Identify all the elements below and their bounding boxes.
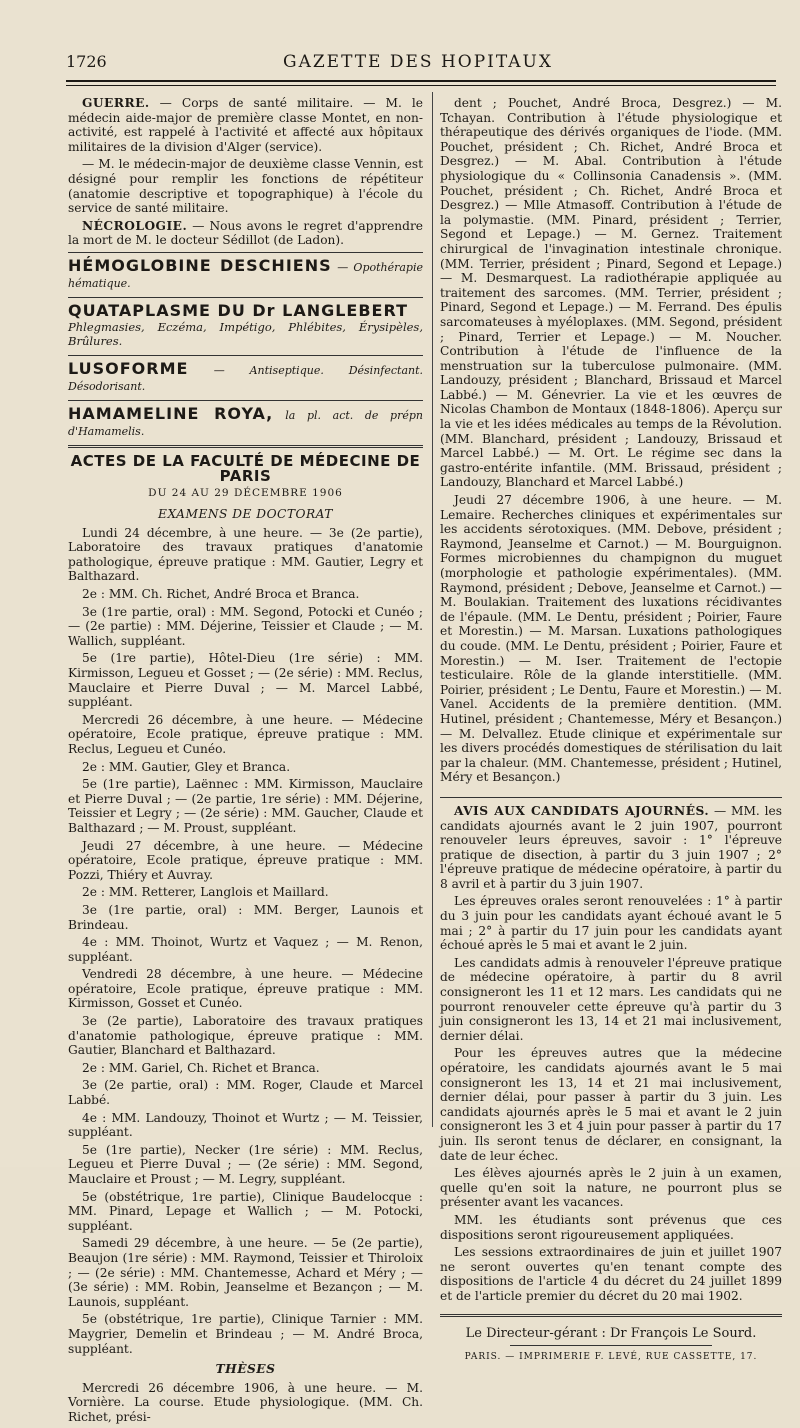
exam-paragraph: Lundi 24 décembre, à une heure. — 3e (2e partie), Laboratoire des travaux pratiques d'anatomie pathologique, épreuve pratique : MM. Gautier, Legry et Balthazard. <box>68 525 423 584</box>
page-number: 1726 <box>66 52 107 71</box>
ad-quataplasme-desc: Phlegmasies, Eczéma, Impétigo, Phlébites, Érysipèles, Brûlures. <box>68 319 423 349</box>
exam-paragraph: Mercredi 26 décembre, à une heure. — Médecine opératoire, Ecole pratique, épreuve pratique : MM. Reclus, Legueu et Cunéo. <box>68 712 423 756</box>
theses-paragraph: Mercredi 26 décembre 1906, à une heure. — M. Vornière. La course. Etude physiologique. (MM. Ch. Richet, prési- <box>68 1380 423 1424</box>
avis-text: — MM. les candidats ajournés avant le 2 juin 1907, pourront renouveler leurs épreuves, savoir : 1° l'épreuve pratique de disection, à partir du 3 juin 1907 ; 2° l'épreuve pratique de médecine opératoire, à partir du 8 avril et à partir du 3 juin 1907. <box>440 803 783 891</box>
exam-paragraph: 5e (1re partie), Laënnec : MM. Kirmisson, Mauclaire et Pierre Duval ; — (2e partie, 1re série) : MM. Déjerine, Teissier et Legry ; — (2e série) : MM. Gaucher, Claude et Balthazard ; — M. Proust, suppléant. <box>68 777 423 835</box>
ad-hemoglobine-name: HÉMOGLOBINE DESCHIENS <box>68 255 332 275</box>
avis-paragraph: MM. les étudiants sont prévenus que ces dispositions seront rigoureusement appliquées. <box>440 1212 782 1242</box>
guerre-text: — Corps de santé militaire. — M. le médecin aide-major de première classe Montet, en non-activité, est rappelé à l'activité et affecté aux hôpitaux militaires de la division d'Alger (service). <box>68 96 423 154</box>
divider <box>68 297 423 298</box>
ad-hamameline-desc: la pl. act. de prépn d'Hamamelis. <box>68 409 423 438</box>
avis-heading: AVIS AUX CANDIDATS AJOURNÉS. <box>454 803 710 818</box>
right-column <box>440 96 782 1365</box>
avis-paragraph: Les sessions extraordinaires de juin et juillet 1907 ne seront ouvertes qu'en tenant compte des dispositions de l'article 4 du décret du 24 juillet 1899 et de l'article premier du décret du 20 mai 1902. <box>440 1245 782 1303</box>
ad-lusoforme-name: LUSOFORME <box>68 358 189 378</box>
guerre-paragraph <box>68 96 423 154</box>
avis-paragraph: Les épreuves orales seront renouvelées : 1° à partir du 3 juin pour les candidats ayant échoué avant le 5 mai ; 2° à partir du 17 juin pour les candidats ayant échoué après le 5 mai et avant le 2 juin. <box>440 894 782 953</box>
divider <box>68 400 423 401</box>
exam-paragraph: 2e : MM. Gariel, Ch. Richet et Branca. <box>82 1060 320 1075</box>
exam-paragraph: 4e : MM. Thoinot, Wurtz et Vaquez ; — M. Renon, suppléant. <box>68 935 423 964</box>
exam-paragraph: 3e (1re partie, oral) : MM. Berger, Launois et Brindeau. <box>68 902 423 932</box>
avis-paragraph: Les élèves ajournés après le 2 juin à un examen, quelle qu'en soit la nature, ne pourront plus se présenter avant les vacances. <box>440 1166 782 1210</box>
exam-paragraph: Vendredi 28 décembre, à une heure. — Médecine opératoire, Ecole pratique, épreuve pratique : MM. Kirmisson, Gosset et Cunéo. <box>68 967 423 1011</box>
theses-paragraph: dent ; Pouchet, André Broca, Desgrez.) — M. Tchayan. Contribution à l'étude physiologique et thérapeutique des dérivés organiques de l'iode. (MM. Pouchet, président ; Ch. Richet, André Broca et Desgrez.) — M. Abal. Contribution à l'étude physiologique du « Collinsonia Canadensis ». (MM. Pouchet, président ; Ch. Richet, André Broca et Desgrez.) — Mlle Atmasoff. Contribution à l'étude de la polymastie. (MM. Pinard, président ; Terrier, Segond et Lepage.) — M. Gernez. Traitement chirurgical de l'invagination intestinale chronique. (MM. Terrier, président ; Pinard, Segond et Lepage.) — M. Desmarquest. La radiothérapie appliquée au traitement des sarcomes. (MM. Terrier, président ; Pinard, Segond et Lepage.) — M. Ferrand. Des épulis sarcomateuses à myéloplaxes. (MM. Segond, président ; Pinard, Terrier et Lepage.) — M. Noucher. Contribution à l'étude de l'influence de la menstruation sur la tuberculose pulmonaire. (MM. Landouzy, président ; Blanchard, Brissaud et Marcel Labbé.) — M. Génevrier. La vie et les œuvres de Nicolas Chambon de Montaux (1848-1806). Aperçu sur la vie et les idées médicales au temps de la Révolution. (MM. Blanchard, président ; Landouzy, Brissaud et Marcel Labbé.) — M. Ort. Le régime sec dans la gastro-entérite infantile. (MM. Brissaud, président ; Landouzy, Blanchard et Marcel Labbé.) <box>440 96 782 490</box>
column-separator <box>432 92 433 1127</box>
divider <box>68 355 423 356</box>
exam-paragraph: 5e (obstétrique, 1re partie), Clinique Tarnier : MM. Maygrier, Demelin et Brindeau ; — M. André Broca, suppléant. <box>68 1312 423 1356</box>
ad-hamameline <box>68 404 423 439</box>
header-rule <box>66 80 776 82</box>
exam-paragraph: 2e : MM. Retterer, Langlois et Maillard. <box>82 885 329 900</box>
section-title: ACTES DE LA FACULTÉ DE MÉDECINE DE PARIS <box>70 452 421 485</box>
divider <box>510 1345 712 1346</box>
exam-paragraph: 5e (1re partie), Necker (1re série) : MM. Reclus, Legueu et Pierre Duval ; — (2e série) : MM. Segond, Mauclaire et Proust ; — M. Legry, suppléant. <box>68 1142 423 1186</box>
exam-paragraph: 5e (1re partie), Hôtel-Dieu (1re série) : MM. Kirmisson, Legueu et Gosset ; — (2e série) : MM. Reclus, Mauclaire et Pierre Duval ; — M. Marcel Labbé, suppléant. <box>68 651 423 710</box>
section-dates: DU 24 AU 29 DÉCEMBRE 1906 <box>148 487 343 500</box>
exam-paragraph: 3e (1re partie, oral) : MM. Segond, Potocki et Cunéo ; — (2e partie) : MM. Déjerine, Teissier et Claude ; — M. Wallich, suppléant. <box>68 604 423 648</box>
exam-paragraph: Samedi 29 décembre, à une heure. — 5e (2e partie), Beaujon (1re série) : MM. Raymond, Teissier et Thiroloix ; — (2e série) : MM. Chantemesse, Achard et Méry ; — (3e série) : MM. Robin, Jeanselme et Bezançon ; — M. Launois, suppléant. <box>68 1236 423 1309</box>
avis-paragraph <box>440 804 782 892</box>
ad-lusoforme <box>68 358 424 394</box>
divider <box>68 252 423 253</box>
ad-hamameline-name: HAMAMELINE ROYA, <box>68 404 274 424</box>
theses-list <box>440 96 782 785</box>
necrologie-text: — Nous avons le regret d'apprendre la mort de M. le docteur Sédillot (de Ladon). <box>68 218 423 248</box>
ad-hemoglobine <box>68 255 424 291</box>
page-header <box>66 48 770 76</box>
exam-paragraph: Jeudi 27 décembre, à une heure. — Médecine opératoire, Ecole pratique, épreuve pratique : MM. Pozzi, Thiéry et Auvray. <box>68 838 423 882</box>
exam-paragraph: 3e (2e partie, oral) : MM. Roger, Claude et Marcel Labbé. <box>68 1078 423 1108</box>
guerre-paragraph-2: — M. le médecin-major de deuxième classe Vennin, est désigné pour remplir les fonctions de répétiteur (anatomie descriptive et topographique) à l'école du service de santé militaire. <box>68 157 423 216</box>
guerre-heading: GUERRE. <box>82 96 150 110</box>
avis-paragraph: Les candidats admis à renouveler l'épreuve pratique de médecine opératoire, à partir du 8 avril consigneront les 11 et 12 mars. Les candidats qui ne pourront renouveler cette épreuve qu'à partir du 3 juin consigneront les 13, 14 et 21 mai inclusivement, dernier délai. <box>440 955 782 1043</box>
necrologie-paragraph <box>68 219 423 248</box>
printer-line: PARIS. — IMPRIMERIE F. LEVÉ, RUE CASSETTE, 17. <box>464 1352 758 1363</box>
avis-paragraph: Pour les épreuves autres que la médecine opératoire, les candidats ajournés avant le 5 mai consigneront les 13, 14 et 21 mai inclusivement, dernier délai, pour passer à partir du 3 juin. Les candidats ajournés après le 5 mai et avant le 2 juin consigneront les 3 et 4 juin pour passer à partir du 17 juin. Ils seront tenus de déclarer, en consignant, la date de leur échec. <box>440 1046 782 1163</box>
subsection-theses: THÈSES <box>215 1362 276 1377</box>
exam-paragraph: 5e (obstétrique, 1re partie), Clinique Baudelocque : MM. Pinard, Lepage et Wallich ; — M. Potocki, suppléant. <box>68 1189 423 1233</box>
exam-paragraph: 3e (2e partie), Laboratoire des travaux pratiques d'anatomie pathologique, épreuve pratique : MM. Gautier, Blanchard et Balthazard. <box>68 1014 423 1058</box>
theses-paragraph: Jeudi 27 décembre 1906, à une heure. — M. Lemaire. Recherches cliniques et expérimentales sur les accidents sérotoxiques. (MM. Debove, président ; Raymond, Jeanselme et Carnot.) — M. Bourguignon. Formes microbiennes du champignon du muguet (morphologie et pathologie expérimentales). (MM. Raymond, président ; Debove, Jeanselme et Carnot.) — M. Boulakian. Traitement des luxations récidivantes de l'épaule. (MM. Le Dentu, président ; Poirier, Faure et Morestin.) — M. Marsan. Luxations pathologiques du coude. (MM. Le Dentu, président ; Poirier, Faure et Morestin.) — M. Iser. Traitement de l'ectopie testiculaire. Rôle de la glande interstitielle. (MM. Poirier, président ; Le Dentu, Faure et Morestin.) — M. Vanel. Accidents de la première dentition. (MM. Hutinel, président ; Chantemesse, Méry et Besançon.) — M. Delvallez. Etude clinique et expérimentale sur les divers procédés domestiques de stérilisation du lait par la chaleur. (MM. Chantemesse, président ; Hutinel, Méry et Besançon.) <box>440 493 782 785</box>
exam-paragraph: 2e : MM. Gautier, Gley et Branca. <box>82 759 291 774</box>
signature: Le Directeur-gérant : Dr François Le Sourd. <box>465 1325 757 1341</box>
necrologie-heading: NÉCROLOGIE. <box>82 218 188 233</box>
left-column <box>68 96 423 1428</box>
avis-list <box>440 894 782 1303</box>
exam-paragraph: 2e : MM. Ch. Richet, André Broca et Branca. <box>82 587 360 602</box>
ad-quataplasme-name: QUATAPLASME DU Dr LANGLEBERT <box>68 301 408 321</box>
exam-paragraph: 4e : MM. Landouzy, Thoinot et Wurtz ; — M. Teissier, suppléant. <box>68 1110 423 1140</box>
subsection-doctorat: EXAMENS DE DOCTORAT <box>158 507 333 522</box>
double-divider <box>440 1314 782 1317</box>
ad-lusoforme-desc: — Antiseptique. Désinfectant. Désodorisant. <box>68 363 424 393</box>
double-divider <box>68 445 423 448</box>
ad-quataplasme <box>68 301 423 349</box>
ad-hemoglobine-desc: — Opothérapie hématique. <box>68 260 424 290</box>
page-title: GAZETTE DES HOPITAUX <box>282 52 553 72</box>
header-rule-thin <box>66 85 776 86</box>
divider <box>440 797 782 798</box>
exam-list <box>68 526 423 1356</box>
